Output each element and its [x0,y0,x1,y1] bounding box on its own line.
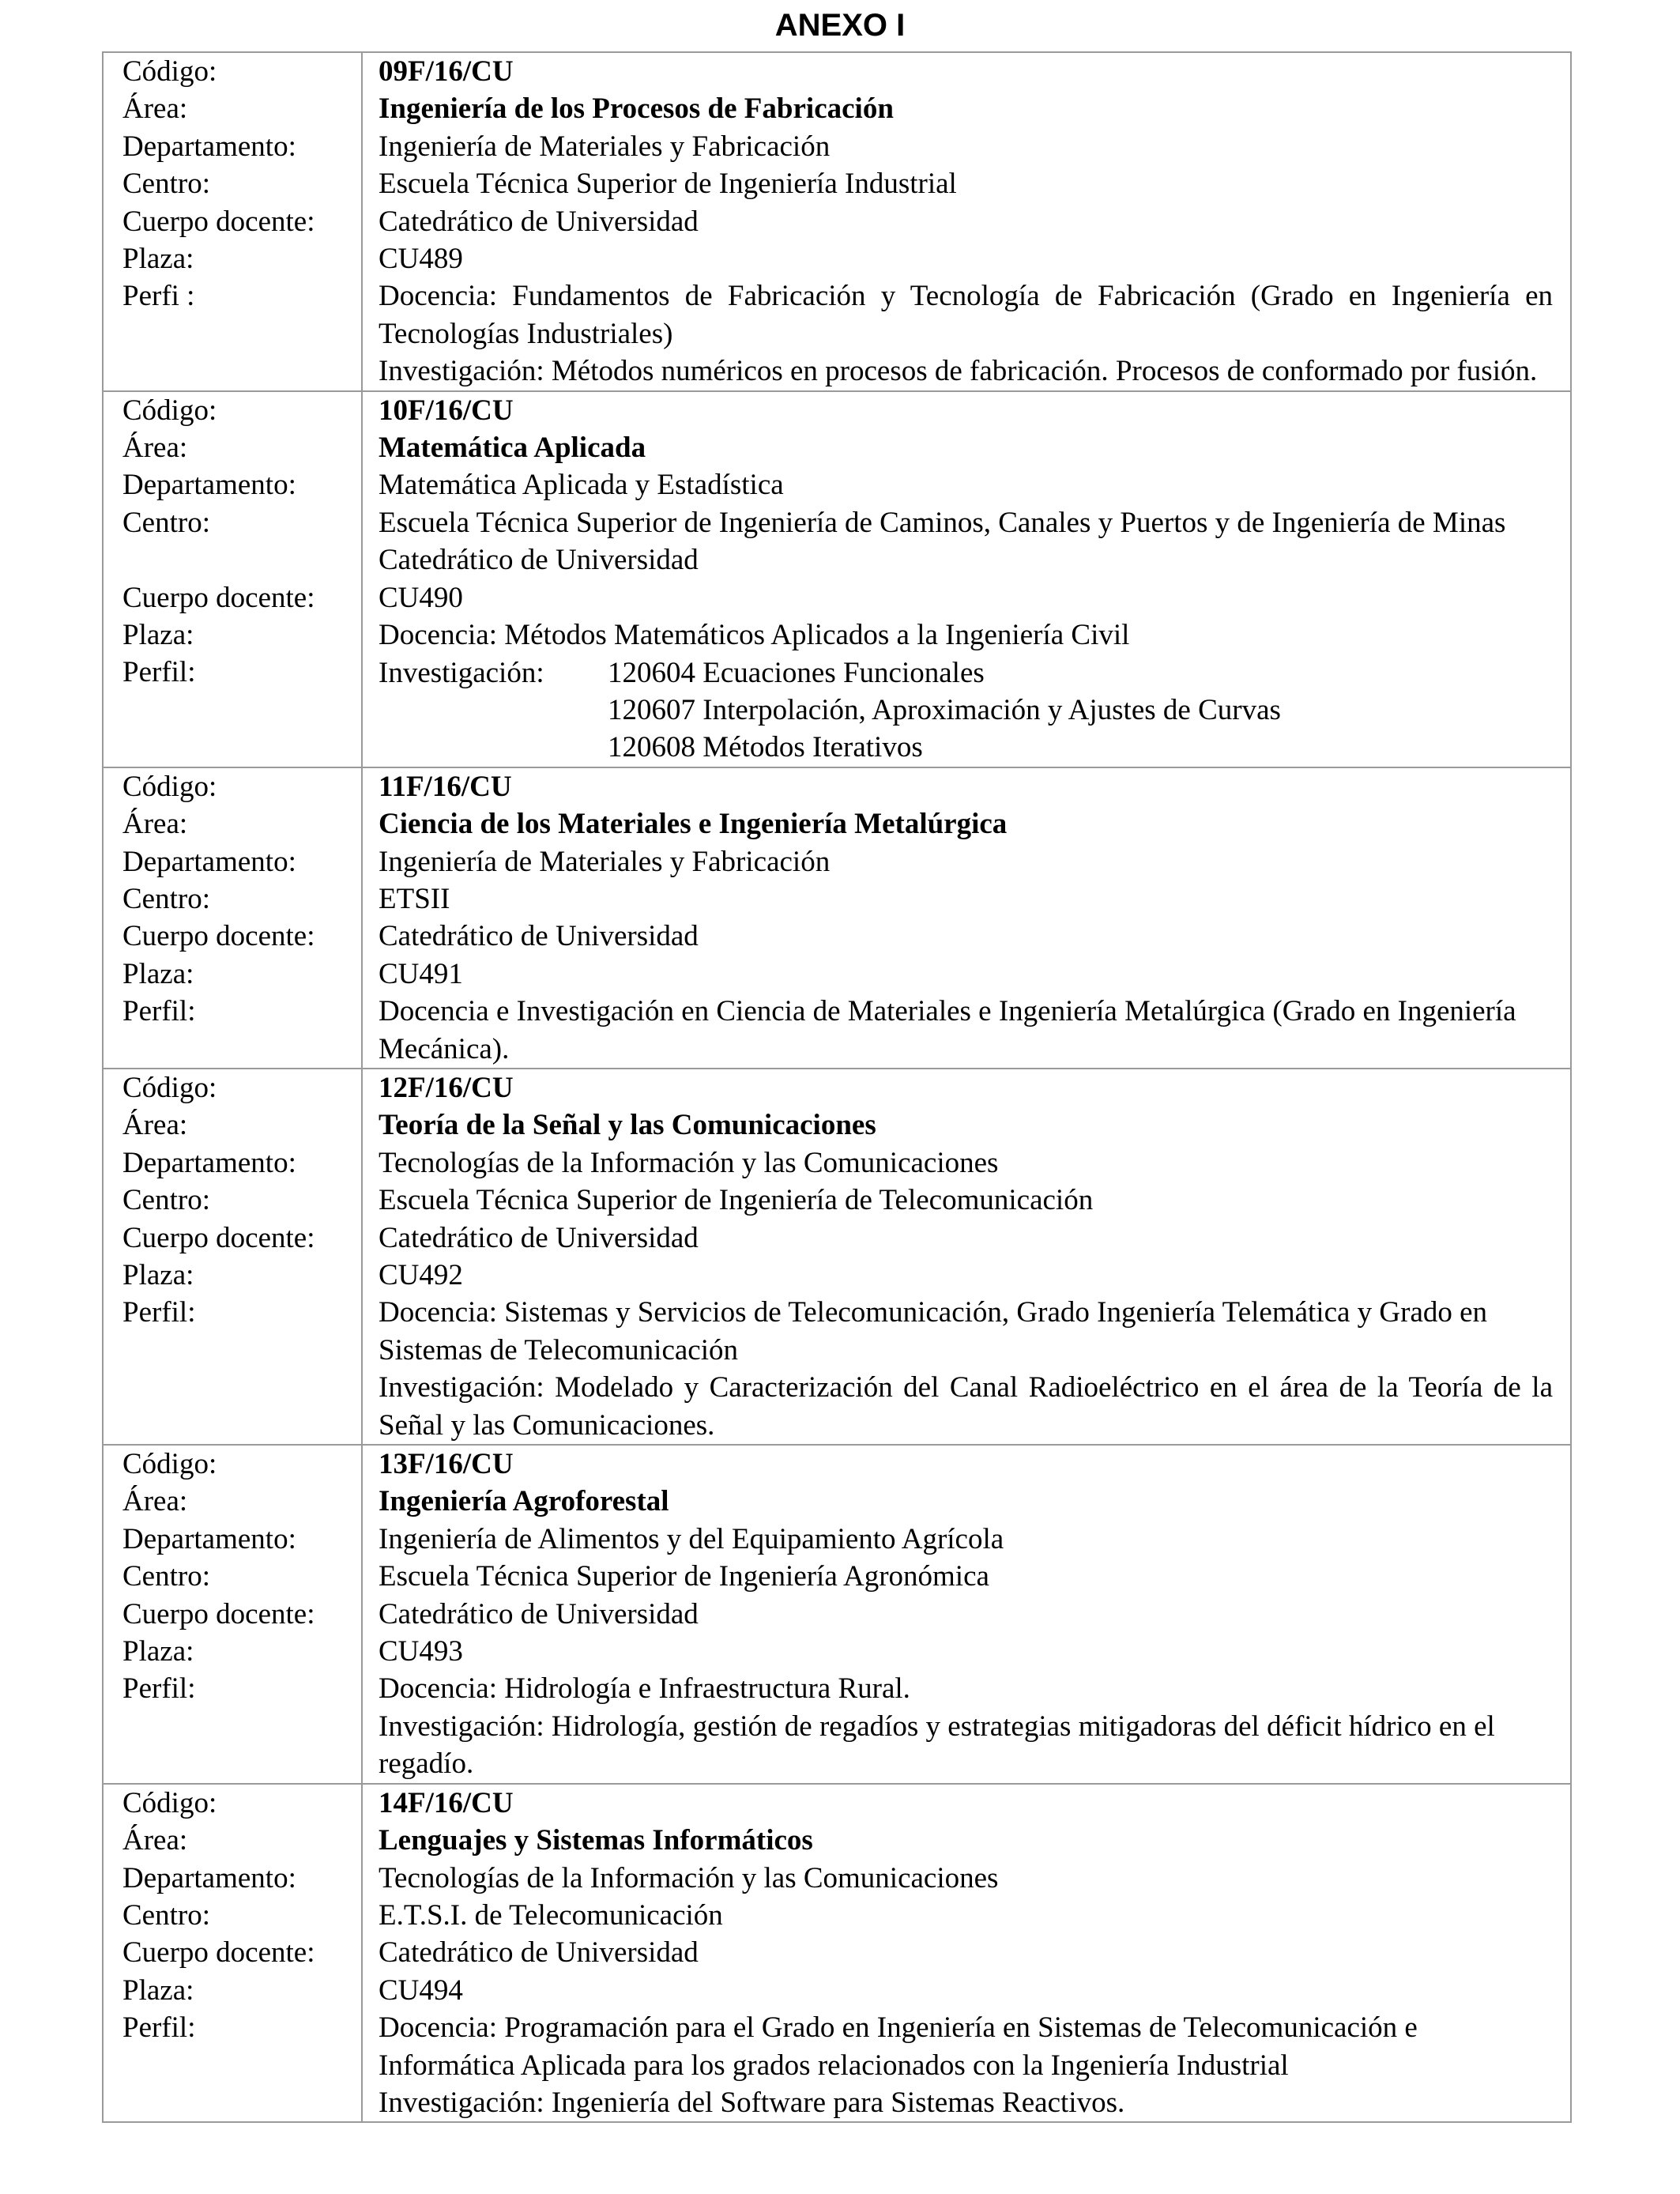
table-row [103,391,1571,767]
codigo-value: 12F/16/CU [379,1071,514,1104]
area-value: Teoría de la Señal y las Comunicaciones [379,1109,876,1142]
label-departamento: Departamento: [122,469,296,502]
label-plaza: Plaza: [122,1973,194,2007]
cuerpo-value: Catedrático de Universidad [379,544,699,577]
centro-value: Escuela Técnica Superior de Ingeniería de Caminos, Canales y Puertos y de Ingeniería de Minas [379,506,1506,539]
perfil-docencia: Docencia: Sistemas y Servicios de Telecomunicación, Grado Ingeniería Telemática y Grado en Sistemas de Telecomunicación [379,1296,1488,1367]
labels-cell [103,1445,362,1784]
centro-value: Escuela Técnica Superior de Ingeniería de Telecomunicación [379,1184,1094,1217]
departamento-value: Tecnologías de la Información y las Comunicaciones [379,1146,999,1179]
area-value: Matemática Aplicada [379,432,646,465]
label-centro: Centro: [122,882,210,915]
perfil-docencia: Docencia e Investigación en Ciencia de Materiales e Ingeniería Metalúrgica (Grado en Ingeniería Mecánica). [379,995,1516,1065]
label-departamento: Departamento: [122,1522,296,1555]
label-centro: Centro: [122,1898,210,1932]
centro-value: Escuela Técnica Superior de Ingeniería Agronómica [379,1560,989,1593]
label-departamento: Departamento: [122,845,296,878]
values-cell [362,391,1571,767]
cuerpo-value: Catedrático de Universidad [379,920,699,953]
label-plaza: Plaza: [122,1259,194,1291]
anexo-table [102,51,1572,2123]
codigo-value: 11F/16/CU [379,770,512,803]
labels-cell [103,391,362,767]
label-centro: Centro: [122,506,210,539]
departamento-value: Ingeniería de Alimentos y del Equipamiento Agrícola [379,1522,1004,1555]
label-area: Área: [122,432,188,465]
area-value: Ingeniería Agroforestal [379,1485,669,1518]
label-plaza: Plaza: [122,619,194,652]
departamento-value: Ingeniería de Materiales y Fabricación [379,845,831,878]
table-row [103,767,1571,1069]
cuerpo-value: Catedrático de Universidad [379,1597,699,1630]
label-area: Área: [122,92,188,126]
list-item: 120604 Ecuaciones Funcionales [608,656,985,689]
perfil-docencia: Docencia: Fundamentos de Fabricación y Tecnología de Fabricación (Grado en Ingeniería en Tecnologías Industriales) [379,280,1553,350]
investigacion-label: Investigación: [379,656,544,689]
table-row [103,1784,1571,2123]
centro-value: ETSII [379,882,450,915]
label-cuerpo: Cuerpo docente: [122,1597,315,1630]
label-perfil: Perfil: [122,1672,196,1706]
codigo-value: 14F/16/CU [379,1786,514,1819]
plaza-value: CU493 [379,1635,463,1668]
plaza-value: CU489 [379,243,463,276]
plaza-value: CU492 [379,1259,463,1291]
label-perfil: Perfil: [122,995,196,1028]
label-perfil: Perfil: [122,1296,196,1329]
departamento-value: Tecnologías de la Información y las Comunicaciones [379,1861,999,1894]
label-cuerpo: Cuerpo docente: [122,205,315,238]
perfil-docencia: Docencia: Hidrología e Infraestructura Rural. [379,1672,910,1706]
departamento-value: Ingeniería de Materiales y Fabricación [379,130,831,163]
codigo-value: 10F/16/CU [379,394,514,427]
codigo-value: 09F/16/CU [379,55,514,88]
label-plaza: Plaza: [122,1635,194,1668]
label-departamento: Departamento: [122,1146,296,1179]
investigacion-items [608,654,1281,767]
perfil-docencia: Docencia: Métodos Matemáticos Aplicados a la Ingeniería Civil [379,619,1130,652]
codigo-value: 13F/16/CU [379,1448,514,1481]
label-cuerpo: Cuerpo docente: [122,1221,315,1254]
plaza-value: CU490 [379,581,463,614]
label-perfil: Perfil: [122,656,196,689]
values-cell [362,767,1571,1069]
values-cell [362,1445,1571,1784]
label-area: Área: [122,1109,188,1142]
label-codigo: Código: [122,1448,217,1481]
label-cuerpo: Cuerpo docente: [122,1936,315,1970]
plaza-value: CU494 [379,1973,463,2007]
table-row [103,1069,1571,1445]
centro-value: E.T.S.I. de Telecomunicación [379,1898,723,1932]
cuerpo-value: Catedrático de Universidad [379,205,699,238]
label-area: Área: [122,808,188,841]
label-centro: Centro: [122,1184,210,1217]
label-codigo: Código: [122,770,217,803]
label-departamento: Departamento: [122,1861,296,1894]
label-centro: Centro: [122,1560,210,1593]
cuerpo-value: Catedrático de Universidad [379,1936,699,1970]
label-plaza: Plaza: [122,957,194,990]
perfil-investigacion: Investigación: Modelado y Caracterización del Canal Radioeléctrico en el área de la Teoría de la Señal y las Comunicaciones. [379,1371,1553,1442]
cuerpo-value: Catedrático de Universidad [379,1221,699,1254]
area-value: Lenguajes y Sistemas Informáticos [379,1824,813,1857]
label-spacer [122,541,361,579]
label-area: Área: [122,1824,188,1857]
label-codigo: Código: [122,55,217,88]
centro-value: Escuela Técnica Superior de Ingeniería Industrial [379,168,957,201]
departamento-value: Matemática Aplicada y Estadística [379,469,784,502]
label-departamento: Departamento: [122,130,296,163]
label-centro: Centro: [122,168,210,201]
labels-cell [103,1069,362,1445]
perfil-investigacion [379,654,1553,767]
values-cell [362,52,1571,391]
label-codigo: Código: [122,1071,217,1104]
area-value: Ciencia de los Materiales e Ingeniería Metalúrgica [379,808,1008,841]
label-plaza: Plaza: [122,243,194,276]
labels-cell [103,1784,362,2123]
values-cell [362,1784,1571,2123]
document-title: ANEXO I [774,8,906,43]
table-row [103,1445,1571,1784]
labels-cell [103,52,362,391]
perfil-docencia: Docencia: Programación para el Grado en Ingeniería en Sistemas de Telecomunicación e Informática Aplicada para los grados relacionados con la Ingeniería Industrial [379,2011,1418,2082]
label-perfil: Perfil: [122,2011,196,2045]
area-value: Ingeniería de los Procesos de Fabricación [379,92,894,126]
labels-cell [103,767,362,1069]
table-row [103,52,1571,391]
plaza-value: CU491 [379,957,463,990]
label-area: Área: [122,1485,188,1518]
list-item: 120607 Interpolación, Aproximación y Ajustes de Curvas [608,693,1281,726]
label-cuerpo: Cuerpo docente: [122,920,315,953]
label-codigo: Código: [122,394,217,427]
values-cell [362,1069,1571,1445]
list-item: 120608 Métodos Iterativos [608,731,923,764]
perfil-investigacion: Investigación: Métodos numéricos en procesos de fabricación. Procesos de conformado por fusión. [379,355,1538,388]
label-perfil: Perfi : [122,280,195,313]
perfil-investigacion: Investigación: Hidrología, gestión de regadíos y estrategias mitigadoras del déficit hídrico en el regadío. [379,1710,1495,1781]
label-codigo: Código: [122,1786,217,1819]
label-cuerpo: Cuerpo docente: [122,581,315,614]
perfil-investigacion: Investigación: Ingeniería del Software para Sistemas Reactivos. [379,2086,1125,2119]
